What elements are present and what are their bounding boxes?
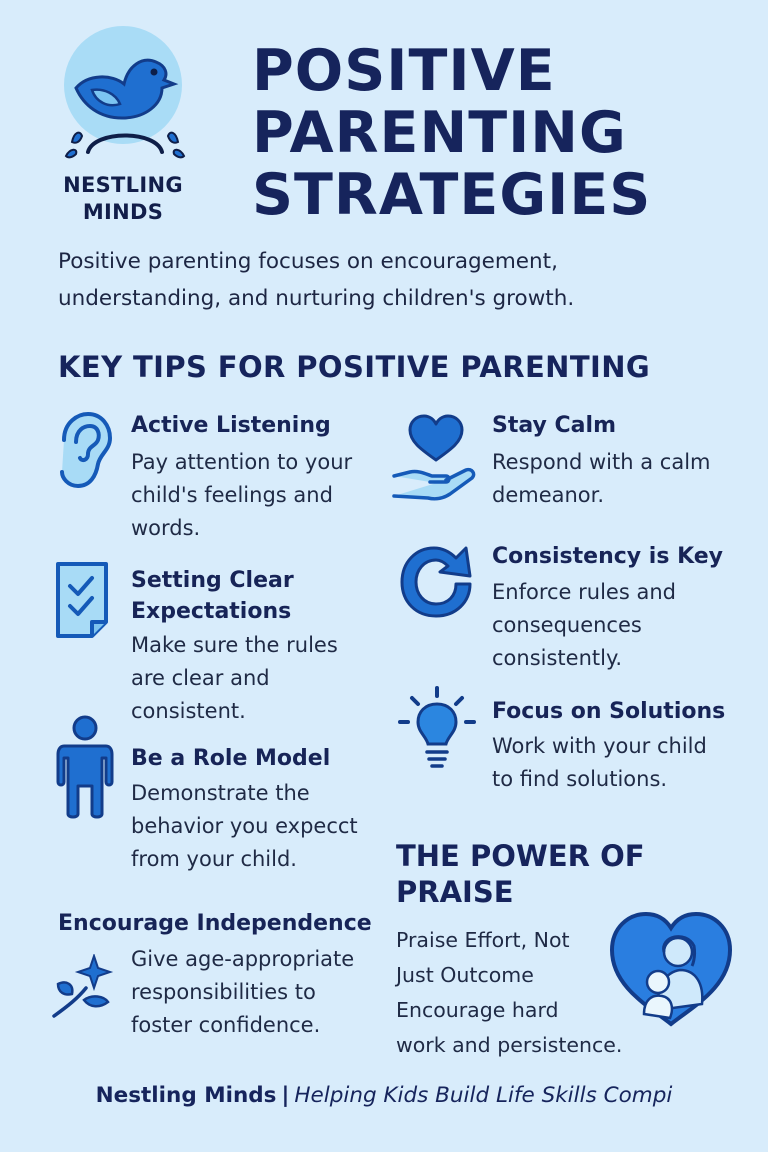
footer-separator: |	[281, 1083, 290, 1108]
desc-line: foster confidence.	[131, 1013, 321, 1037]
praise-line: work and persistence.	[396, 1033, 623, 1057]
praise-heading-line: PRAISE	[396, 875, 514, 909]
desc-line: from your child.	[131, 847, 297, 871]
checklist-icon	[54, 560, 110, 640]
intro-line-1: Positive parenting focuses on encouragement,	[58, 249, 558, 274]
tip-title-focus-solutions: Focus on Solutions	[492, 699, 726, 724]
tip-title-role-model: Be a Role Model	[131, 746, 331, 771]
person-icon	[54, 714, 116, 820]
praise-line: Praise Effort, Not	[396, 928, 570, 952]
praise-line: Just Outcome	[396, 963, 534, 987]
tip-desc-role-model	[131, 777, 358, 876]
title-line: Setting Clear	[131, 568, 294, 593]
tip-title-stay-calm: Stay Calm	[492, 413, 616, 438]
tip-title-encourage-independence: Encourage Independence	[58, 911, 372, 936]
desc-line: consistently.	[492, 646, 623, 670]
desc-line: are clear and	[131, 666, 270, 690]
tip-title-consistency: Consistency is Key	[492, 544, 724, 569]
refresh-arrow-icon	[398, 544, 478, 620]
intro-text	[58, 243, 738, 317]
page-title	[252, 40, 651, 226]
section-heading: KEY TIPS FOR POSITIVE PARENTING	[58, 350, 651, 384]
desc-line: Respond with a calm	[492, 450, 711, 474]
bird-logo-icon	[58, 44, 190, 172]
desc-line: Enforce rules and	[492, 580, 676, 604]
sparkle-leaf-icon	[50, 954, 116, 1020]
tip-title-setting-clear-expectations	[131, 565, 294, 627]
desc-line: Work with your child	[492, 734, 707, 758]
ear-icon	[54, 410, 114, 490]
desc-line: demeanor.	[492, 483, 605, 507]
title-line-2: PARENTING	[252, 100, 627, 166]
praise-heading	[396, 838, 645, 910]
tip-desc-stay-calm	[492, 446, 710, 512]
footer	[0, 1083, 768, 1108]
heart-hand-icon	[392, 414, 476, 504]
tip-desc-encourage-independence	[131, 943, 354, 1042]
tip-desc-focus-solutions	[492, 730, 707, 796]
tip-desc-consistency	[492, 576, 676, 675]
desc-line: words.	[131, 516, 201, 540]
footer-tagline: Helping Kids Build Life Skills Compi	[294, 1083, 673, 1108]
title-line: Expectations	[131, 599, 292, 624]
desc-line: Pay attention to your	[131, 450, 353, 474]
title-line-3: STRATEGIES	[252, 162, 652, 228]
praise-text	[396, 923, 623, 1063]
desc-line: child's feelings and	[131, 483, 333, 507]
brand-line-1: NESTLING	[63, 173, 183, 197]
tip-desc-setting-clear-expectations	[131, 629, 338, 728]
desc-line: behavior you expecct	[131, 814, 358, 838]
desc-line: to find solutions.	[492, 767, 668, 791]
intro-line-2: understanding, and nurturing children's growth.	[58, 286, 575, 311]
desc-line: consequences	[492, 613, 642, 637]
desc-line: Make sure the rules	[131, 633, 338, 657]
tip-title-active-listening: Active Listening	[131, 413, 331, 438]
praise-line: Encourage hard	[396, 998, 559, 1022]
parent-child-heart-icon	[608, 910, 734, 1028]
desc-line: responsibilities to	[131, 980, 316, 1004]
tip-desc-active-listening	[131, 446, 352, 545]
brand-name	[40, 172, 206, 226]
lightbulb-icon	[398, 686, 476, 772]
praise-heading-line: THE POWER OF	[396, 839, 645, 873]
desc-line: Demonstrate the	[131, 781, 310, 805]
brand-line-2: MINDS	[82, 200, 164, 224]
desc-line: Give age-appropriate	[131, 947, 355, 971]
title-line-1: POSITIVE	[252, 38, 556, 104]
desc-line: consistent.	[131, 699, 246, 723]
footer-brand: Nestling Minds	[95, 1083, 277, 1108]
